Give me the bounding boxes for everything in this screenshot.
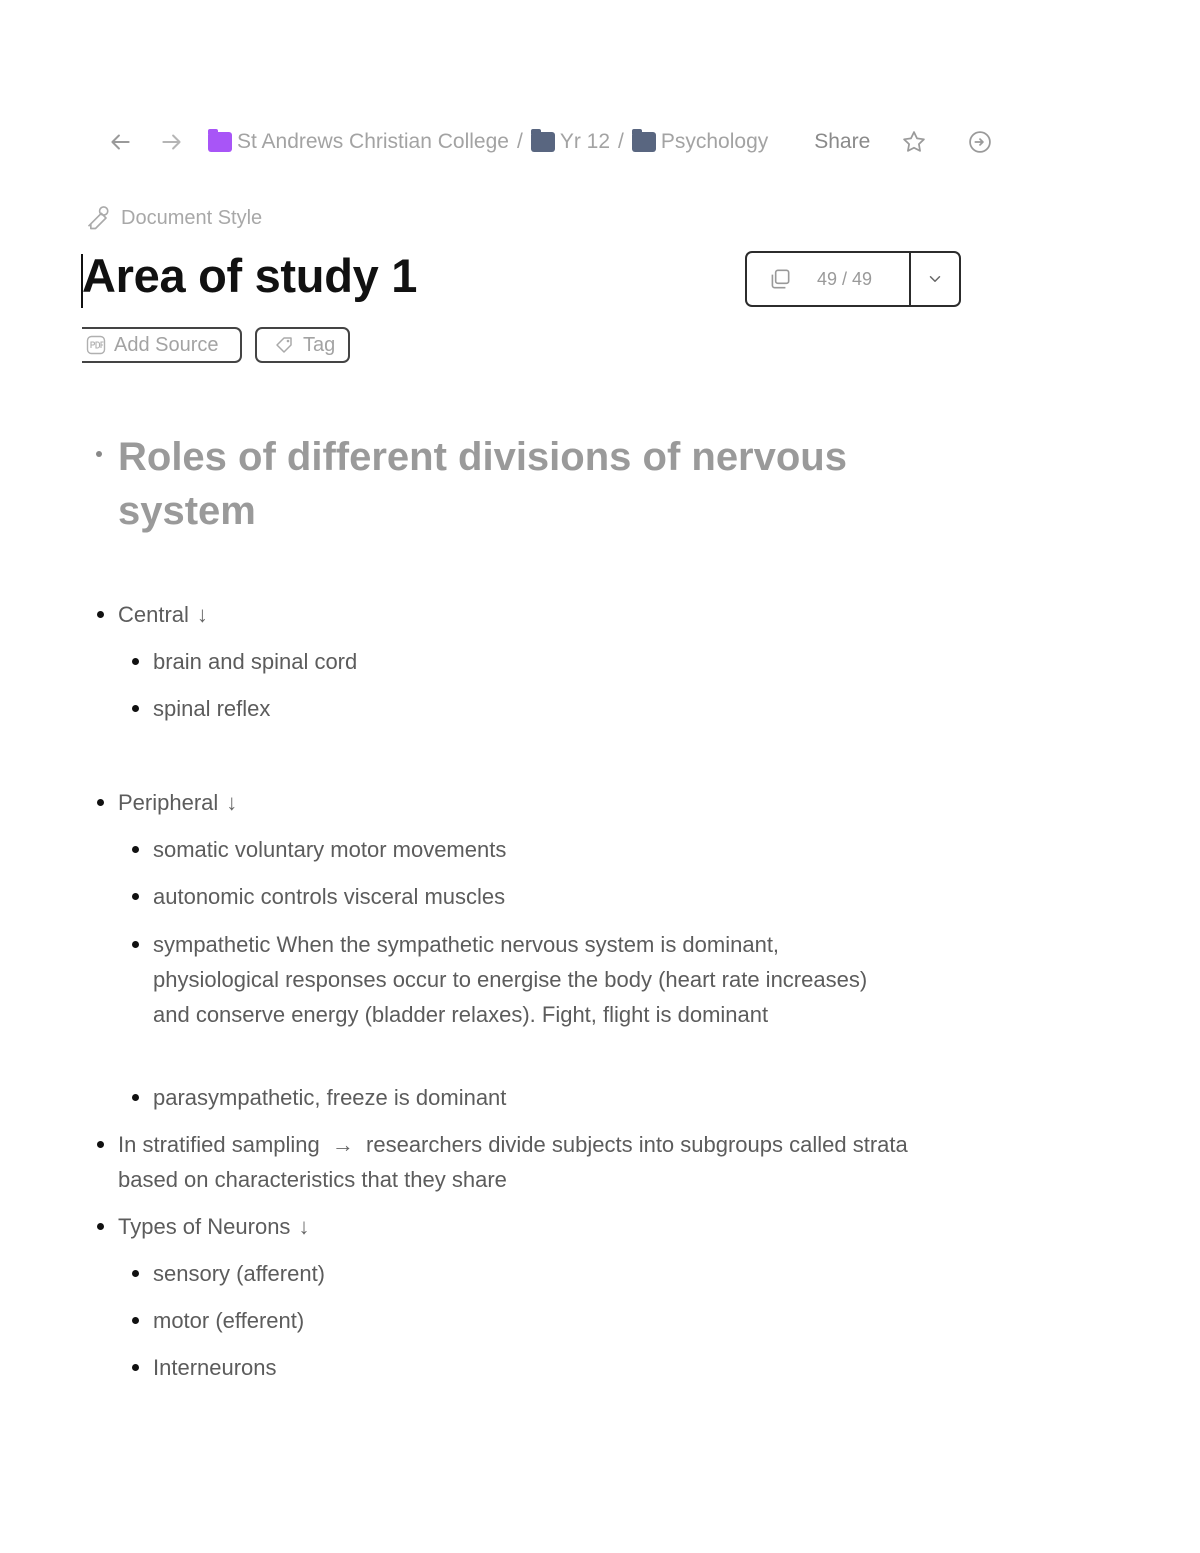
folder-icon (531, 132, 555, 152)
bullet (132, 846, 139, 853)
breadcrumb-item-subject[interactable] (632, 130, 768, 154)
list-item (153, 691, 893, 726)
tag-button[interactable] (255, 327, 350, 363)
copy-icon (767, 266, 793, 292)
breadcrumb-separator: / (618, 130, 624, 153)
list-item (153, 879, 893, 914)
bullet (132, 1364, 139, 1371)
bullet (132, 658, 139, 665)
chevron-down-icon (926, 270, 944, 288)
share-button[interactable]: Share (814, 130, 871, 153)
arrow-left-icon (107, 129, 133, 155)
list-item-text: Types of Neurons (118, 1214, 291, 1239)
list-item-text: In stratified sampling (118, 1132, 320, 1157)
list-item-text: motor (efferent) (153, 1308, 305, 1333)
breadcrumb-item-college[interactable] (208, 130, 509, 154)
bullet (97, 1141, 104, 1148)
document-style-button[interactable] (85, 204, 262, 232)
breadcrumb-label: Psychology (660, 130, 769, 153)
page-title[interactable]: Area of study 1 (82, 249, 418, 302)
list-item-text: spinal reflex (153, 696, 271, 721)
breadcrumb-separator: / (516, 130, 523, 153)
list-item-text: autonomic controls visceral muscles (153, 884, 506, 909)
breadcrumb-label: St Andrews Christian College (237, 130, 509, 153)
list-item-text: Interneurons (153, 1355, 277, 1380)
bullet (132, 1094, 139, 1101)
breadcrumb-label: Yr 12 (559, 130, 611, 153)
breadcrumb-item-year[interactable] (531, 130, 610, 154)
folder-icon (632, 132, 656, 152)
arrow-down-icon: ↓ (226, 790, 238, 815)
list-item-text: Central (118, 602, 189, 627)
bullet (132, 705, 139, 712)
bullet (132, 941, 139, 948)
folder-icon (208, 132, 232, 152)
bullet (97, 611, 104, 618)
bullet (96, 451, 102, 457)
list-item (153, 1350, 893, 1385)
list-item (153, 1256, 893, 1291)
list-item-text: parasympathetic, freeze is dominant (153, 1085, 507, 1110)
list-item (153, 644, 893, 679)
list-item-text: sympathetic When the sympathetic nervous system is dominant, physiological responses occur to energise the body (heart rate increases) and conserve energy (bladder relaxes). Fight, flight is dominant (153, 932, 868, 1027)
document-style-label: Document Style (121, 206, 263, 229)
bullet (132, 1317, 139, 1324)
pdf-icon (84, 333, 108, 357)
list-item (153, 1303, 893, 1338)
bullet (97, 1223, 104, 1230)
section-heading (90, 430, 890, 538)
list-item (118, 1127, 908, 1197)
list-item (153, 927, 893, 1032)
add-circle-icon[interactable] (966, 128, 994, 156)
section-heading-text: Roles of different divisions of nervous system (118, 435, 847, 533)
tag-icon (273, 333, 297, 357)
list-item-text: Peripheral (118, 790, 219, 815)
list-item (118, 597, 908, 632)
tag-label: Tag (303, 333, 336, 356)
arrow-right-icon (159, 129, 185, 155)
list-item-text: researchers divide subjects into subgroups called strata based on characteristics that they share (118, 1132, 908, 1192)
add-source-label: Add Source (114, 333, 219, 356)
list-item (118, 785, 908, 820)
forward-button[interactable] (152, 122, 192, 162)
versions-button[interactable] (747, 253, 911, 305)
bullet (132, 893, 139, 900)
back-button[interactable] (100, 122, 140, 162)
bullet (97, 799, 104, 806)
top-navigation-bar (100, 122, 1040, 162)
counter-dropdown-button[interactable] (911, 253, 959, 305)
version-counter (745, 251, 961, 307)
breadcrumb (208, 130, 768, 154)
list-item-text: sensory (afferent) (153, 1261, 326, 1286)
arrow-down-icon: ↓ (298, 1214, 310, 1239)
arrow-right-icon: → (331, 1132, 354, 1157)
counter-value: 49 / 49 (817, 268, 873, 289)
add-source-button[interactable] (82, 327, 242, 363)
star-icon[interactable] (900, 128, 928, 156)
list-item (153, 1080, 893, 1115)
palette-icon (85, 204, 113, 232)
list-item-text: brain and spinal cord (153, 649, 358, 674)
arrow-down-icon: ↓ (196, 602, 208, 627)
list-item (153, 832, 893, 867)
list-item-text: somatic voluntary motor movements (153, 837, 507, 862)
bullet (132, 1270, 139, 1277)
list-item (118, 1209, 908, 1244)
